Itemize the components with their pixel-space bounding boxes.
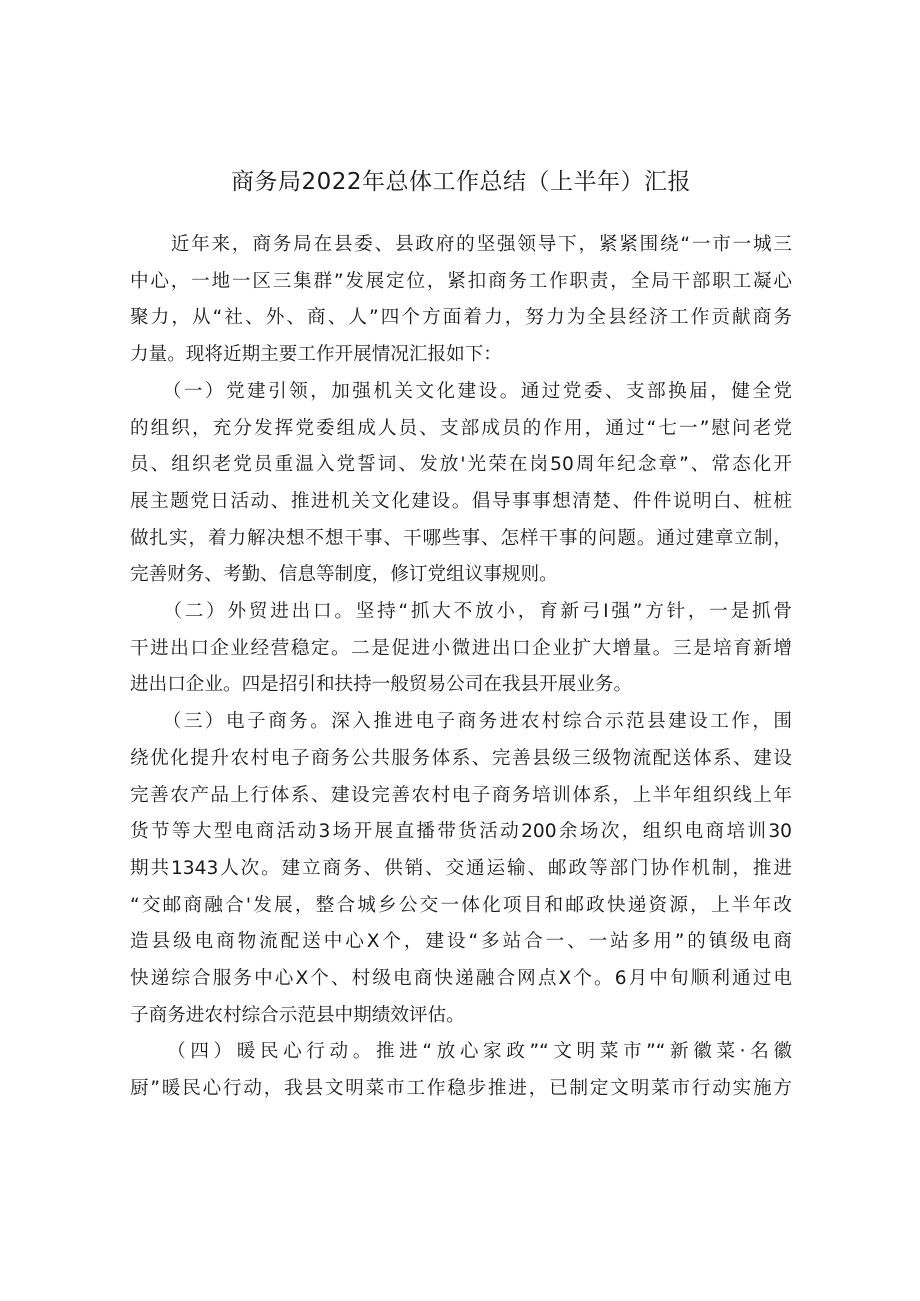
document-title: 商务局2022年总体工作总结（上半年）汇报 [230,169,692,195]
text-line: 进出口企业。四是招引和扶持一般贸易公司在我县开展业务。 [130,674,633,696]
text-line: 展主题党日活动、推进机关文化建设。倡导事事想清楚、件件说明白、桩桩 [130,490,792,512]
text-line: （四）暖民心行动。推进“放心家政”“文明菜市”“新徽菜·名徽 [130,1041,792,1063]
paragraph-e-commerce [130,704,792,1034]
paragraph-intro [130,227,792,374]
text-line: 绕优化提升农村电子商务公共服务体系、完善县级三级物流配送体系、建设 [130,747,792,769]
text-line: 做扎实，着力解决想不想干事、干哪些事、怎样干事的问题。通过建章立制， [130,527,792,549]
text-line: “交邮商融合'发展，整合城乡公交一体化项目和邮政快递资源，上半年改 [130,894,792,916]
text-line: （一）党建引领，加强机关文化建设。通过党委、支部换届，健全党 [130,380,792,402]
text-line: 员、组织老党员重温入党誓词、发放'光荣在岗50周年纪念章”、常态化开 [130,454,792,476]
text-line: 子商务进农村综合示范县中期绩效评估。 [130,1004,465,1026]
text-line: （三）电子商务。深入推进电子商务进农村综合示范县建设工作，围 [130,711,792,733]
paragraph-party-building [130,374,792,594]
text-line: 完善财务、考勤、信息等制度，修订党组议事规则。 [130,564,558,586]
text-line: 快递综合服务中心X个、村级电商快递融合网点X个。6月中旬顺利通过电 [130,968,792,990]
text-line: 力量。现将近期主要工作开展情况汇报如下： [130,344,502,366]
text-line: 中心，一地一区三集群”发展定位，紧扣商务工作职责，全局干部职工凝心 [130,270,792,292]
text-line: 造县级电商物流配送中心X个，建设“多站合一、一站多用”的镇级电商 [130,931,792,953]
text-line: 近年来，商务局在县委、县政府的坚强领导下，紧紧围绕“一市一城三 [130,234,792,255]
paragraph-livelihood [130,1034,792,1107]
text-line: 完善农产品上行体系、建设完善农村电子商务培训体系，上半年组织线上年 [130,784,792,806]
document-page [130,0,792,1301]
paragraph-foreign-trade [130,594,792,704]
text-line: 货节等大型电商活动3场开展直播带货活动200余场次，组织电商培训30 [130,821,792,843]
text-line: 厨”暖民心行动，我县文明菜市工作稳步推进，已制定文明菜市行动实施方 [130,1078,792,1100]
text-line: 期共1343人次。建立商务、供销、交通运输、邮政等部门协作机制，推进 [130,857,792,879]
text-line: 的组织，充分发挥党委组成人员、支部成员的作用，通过“七一”慰问老党 [130,417,792,439]
text-line: 干进出口企业经营稳定。二是促进小微进出口企业扩大增量。三是培育新增 [130,637,792,659]
text-line: 聚力，从“社、外、商、人”四个方面着力，努力为全县经济工作贡献商务 [130,307,792,329]
text-line: （二）外贸进出口。坚持“抓大不放小，育新弓I强”方针，一是抓骨 [130,601,792,623]
document-body [130,227,792,1108]
